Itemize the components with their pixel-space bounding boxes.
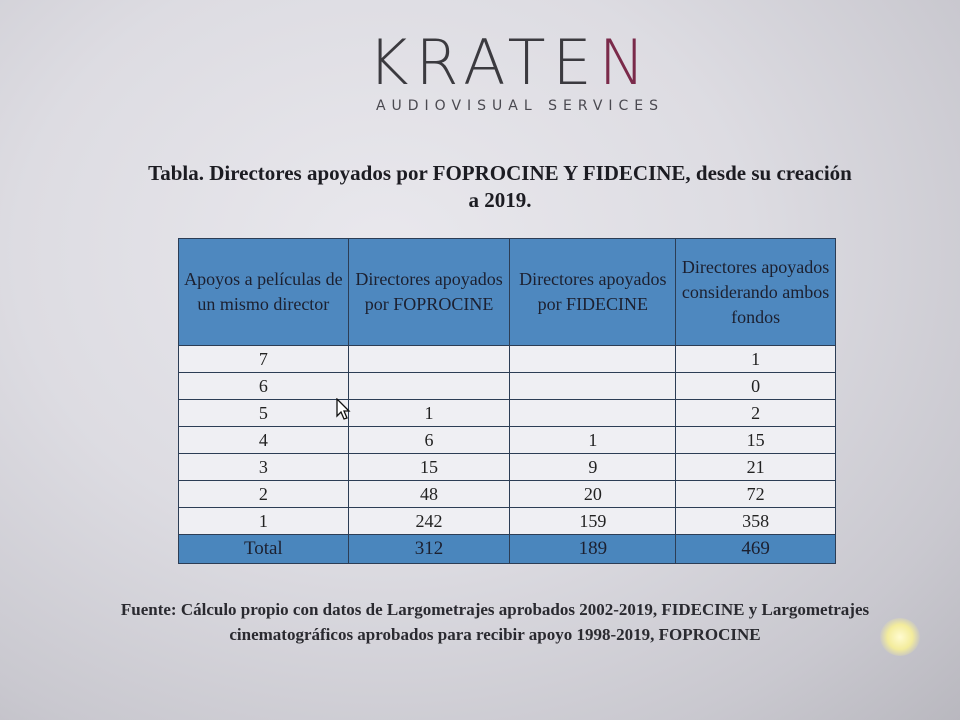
logo-wordmark-main: KRATE: [367, 26, 599, 99]
total-cell: 312: [348, 535, 510, 564]
light-glare: [880, 618, 920, 656]
table-cell: 15: [676, 427, 836, 454]
header-cell: Directores apoyados por FIDECINE: [510, 239, 676, 346]
logo-wordmark: [60, 28, 960, 98]
table-row: [179, 346, 836, 373]
header-cell: Directores apoyados por FOPROCINE: [348, 239, 510, 346]
source-note: [30, 597, 960, 647]
header-cell: Directores apoyados considerando ambos fondos: [676, 239, 836, 346]
table-cell: 2: [179, 481, 349, 508]
table-cell: 6: [179, 373, 349, 400]
table-row: [179, 508, 836, 535]
table-cell: 1: [348, 400, 510, 427]
total-label: Total: [179, 535, 349, 564]
table-cell: 358: [676, 508, 836, 535]
directors-table: [178, 238, 836, 564]
table-cell: [510, 400, 676, 427]
table-cell: 48: [348, 481, 510, 508]
table-header-row: [179, 239, 836, 346]
total-cell: 469: [676, 535, 836, 564]
table-cell: 1: [676, 346, 836, 373]
table-cell: 20: [510, 481, 676, 508]
table-cell: 72: [676, 481, 836, 508]
table-title: [40, 160, 960, 214]
table-title-line1: Tabla. Directores apoyados por FOPROCINE Y FIDECINE, desde su creación: [148, 161, 852, 185]
table-row: [179, 427, 836, 454]
header-cell: Apoyos a películas de un mismo director: [179, 239, 349, 346]
total-cell: 189: [510, 535, 676, 564]
table-cell: 0: [676, 373, 836, 400]
table-row: [179, 400, 836, 427]
table-title-line2: a 2019.: [468, 188, 532, 212]
table-cell: 1: [179, 508, 349, 535]
table-cell: 3: [179, 454, 349, 481]
table-cell: 5: [179, 400, 349, 427]
table-cell: 1: [510, 427, 676, 454]
table-cell: [348, 346, 510, 373]
table-cell: 242: [348, 508, 510, 535]
table-cell: [348, 373, 510, 400]
table-cell: 159: [510, 508, 676, 535]
table-row: [179, 481, 836, 508]
table-cell: 21: [676, 454, 836, 481]
table-row: [179, 373, 836, 400]
table-cell: 9: [510, 454, 676, 481]
table-cell: 2: [676, 400, 836, 427]
table-cell: 15: [348, 454, 510, 481]
source-note-line1: Fuente: Cálculo propio con datos de Largometrajes aprobados 2002-2019, FIDECINE y Largometrajes: [120, 600, 870, 619]
source-note-line2: cinematográficos aprobados para recibir apoyo 1998-2019, FOPROCINE: [229, 625, 761, 644]
table-row: [179, 454, 836, 481]
mouse-cursor-icon: [336, 398, 352, 422]
kraten-logo: [0, 28, 960, 114]
logo-wordmark-accent: N: [598, 26, 653, 99]
table-total-row: [179, 535, 836, 564]
table-cell: [510, 373, 676, 400]
table-cell: 4: [179, 427, 349, 454]
table-cell: [510, 346, 676, 373]
logo-tagline: AUDIOVISUAL SERVICES: [375, 98, 665, 114]
table-cell: 6: [348, 427, 510, 454]
table-cell: 7: [179, 346, 349, 373]
